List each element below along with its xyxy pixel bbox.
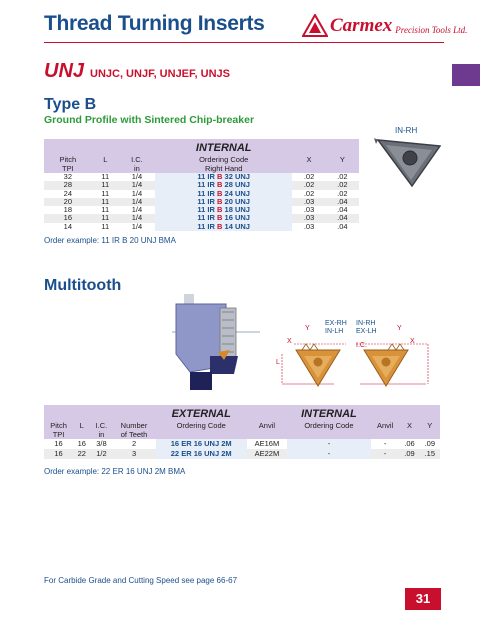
label-in-rh: IN-RH xyxy=(356,320,376,327)
cell-l: 11 xyxy=(92,214,119,222)
cell-x: .02 xyxy=(303,188,315,198)
cell-pitch: 16 xyxy=(54,439,63,448)
cell-y: .04 xyxy=(326,214,359,222)
cell-ic: 1/2 xyxy=(90,449,112,459)
cell-ic: 1/4 xyxy=(131,188,143,198)
label-ex-rh: EX-RH xyxy=(325,320,347,327)
cell-ext-anvil: AE16M xyxy=(254,439,280,448)
table-row xyxy=(44,449,440,459)
brand-subtitle: Precision Tools Ltd. xyxy=(395,25,468,35)
footer-note: For Carbide Grade and Cutting Speed see page 66-67 xyxy=(44,576,238,585)
code-type: B xyxy=(217,188,223,198)
cell-l: 11 xyxy=(101,172,110,181)
label-ex-lh: EX-LH xyxy=(356,328,377,335)
col-ic: I.C. xyxy=(131,155,143,164)
label-x-left: X xyxy=(287,338,292,345)
code-type: B xyxy=(217,221,223,231)
internal-section-label-2: INTERNAL xyxy=(301,408,357,420)
cell-l: 11 xyxy=(92,198,119,206)
multitooth-title: Multitooth xyxy=(44,277,122,294)
col-code-sub: Right Hand xyxy=(204,164,243,173)
table-row xyxy=(44,439,440,449)
insert-dimension-diagram xyxy=(268,314,440,388)
mt-col-pitch-unit: TPI xyxy=(52,430,65,439)
cell-x: .03 xyxy=(303,205,315,215)
cell-pitch: 28 xyxy=(44,181,92,189)
cell-int-code: - xyxy=(287,439,371,449)
cell-ext-anvil: AE22M xyxy=(247,449,287,459)
insert-image-label: IN-RH xyxy=(395,126,418,135)
mt-col-x: X xyxy=(406,421,412,430)
page-number: 31 xyxy=(405,588,441,610)
cell-pitch: 18 xyxy=(63,205,73,215)
cell-pitch: 14 xyxy=(63,221,73,231)
internal-section-label: INTERNAL xyxy=(195,142,252,154)
mt-col-ic-unit: in xyxy=(98,430,105,439)
col-pitch-unit: TPI xyxy=(62,164,74,173)
label-l: L xyxy=(276,359,280,366)
mt-col-teeth-sub: of Teeth xyxy=(120,430,148,439)
code-type: B xyxy=(217,196,223,206)
cell-teeth: 3 xyxy=(112,449,155,459)
code-prefix: 11 IR xyxy=(197,188,218,198)
col-y: Y xyxy=(339,155,345,164)
col-x: X xyxy=(306,155,312,164)
cell-x: .02 xyxy=(292,181,325,189)
code-type: B xyxy=(217,205,223,215)
cell-x: .09 xyxy=(399,449,419,459)
page-title: Thread Turning Inserts xyxy=(44,12,265,35)
cell-int-code: - xyxy=(287,449,371,459)
cell-x: .03 xyxy=(292,214,325,222)
code-suffix: 18 UNJ xyxy=(222,205,250,215)
mt-col-teeth: Number xyxy=(120,421,148,430)
mt-col-pitch: Pitch xyxy=(50,421,67,430)
cell-l: 22 xyxy=(73,449,90,459)
code-suffix: 24 UNJ xyxy=(222,188,250,198)
code-suffix: 20 UNJ xyxy=(222,196,250,206)
mt-col-int-code: Ordering Code xyxy=(304,421,354,430)
cell-y: .09 xyxy=(424,439,436,448)
thread-standard-title: UNJ xyxy=(44,60,85,82)
brand-name: Carmex xyxy=(330,15,393,36)
cell-y: .02 xyxy=(337,188,348,198)
cell-pitch: 16 xyxy=(44,214,92,222)
cell-y: .04 xyxy=(326,198,359,206)
header-divider xyxy=(44,42,444,43)
cell-y: .02 xyxy=(326,181,359,189)
multitooth-order-example: Order example: 22 ER 16 UNJ 2M BMA xyxy=(44,467,186,476)
cell-ext-code: 16 ER 16 UNJ 2M xyxy=(156,439,247,449)
cell-ext-code: 22 ER 16 UNJ 2M xyxy=(156,449,247,459)
code-suffix: 28 UNJ xyxy=(222,180,250,190)
code-type: B xyxy=(217,172,223,181)
type-b-table xyxy=(44,139,359,231)
brand-logo xyxy=(302,14,467,38)
cell-l: 16 xyxy=(77,439,86,448)
cell-ic: 1/4 xyxy=(131,172,143,181)
cell-ordering-code xyxy=(155,223,292,231)
multitooth-table xyxy=(44,405,440,459)
cell-teeth: 2 xyxy=(131,439,137,448)
cell-y: .15 xyxy=(420,449,440,459)
table-row xyxy=(44,223,359,231)
carmex-logo-icon xyxy=(302,14,328,38)
type-b-order-example: Order example: 11 IR B 20 UNJ BMA xyxy=(44,236,176,245)
label-x-right: X xyxy=(410,338,415,345)
cell-x: .03 xyxy=(292,198,325,206)
external-section-label: EXTERNAL xyxy=(171,408,231,420)
cell-ic: 1/4 xyxy=(119,181,155,189)
cell-int-anvil: - xyxy=(371,449,399,459)
cell-ic: 1/4 xyxy=(119,198,155,206)
cell-l: 11 xyxy=(101,205,110,215)
cell-x: .02 xyxy=(303,172,315,181)
cell-ic: 1/4 xyxy=(131,205,143,215)
type-b-subtitle: Ground Profile with Sintered Chip-breaker xyxy=(44,114,255,126)
cell-pitch: 16 xyxy=(44,449,73,459)
cell-ic: 1/4 xyxy=(131,221,143,231)
cell-l: 11 xyxy=(101,221,110,231)
mt-col-ext-code: Ordering Code xyxy=(176,421,226,430)
cell-int-anvil: - xyxy=(383,439,387,448)
cell-x: .06 xyxy=(404,439,415,448)
cell-ic: 3/8 xyxy=(96,439,107,448)
mt-col-l: L xyxy=(79,421,84,430)
section-tab-marker xyxy=(452,64,480,86)
cell-pitch: 32 xyxy=(63,172,73,181)
code-prefix: 11 IR xyxy=(197,180,218,190)
type-b-title: Type B xyxy=(44,96,97,113)
code-type: B xyxy=(217,180,223,190)
mt-col-ext-anvil: Anvil xyxy=(258,421,276,430)
code-type: B xyxy=(217,213,223,223)
code-suffix: 14 UNJ xyxy=(222,221,250,231)
cell-pitch: 24 xyxy=(63,188,73,198)
mt-col-int-anvil: Anvil xyxy=(376,421,394,430)
thread-variants: UNJC, UNJF, UNJEF, UNJS xyxy=(90,68,230,80)
cell-y: .04 xyxy=(337,205,348,215)
cell-l: 11 xyxy=(92,181,119,189)
cell-l: 11 xyxy=(101,188,110,198)
mt-col-ic: I.C. xyxy=(95,421,108,430)
code-suffix: 16 UNJ xyxy=(222,213,250,223)
cell-y: .04 xyxy=(337,221,348,231)
code-prefix: 11 IR xyxy=(197,196,218,206)
code-prefix: 11 IR xyxy=(197,221,218,231)
code-suffix: 32 UNJ xyxy=(222,172,250,181)
cell-ic: 1/4 xyxy=(119,214,155,222)
label-y-left: Y xyxy=(305,325,310,332)
col-l: L xyxy=(103,155,108,164)
code-prefix: 11 IR xyxy=(197,172,218,181)
mt-col-y: Y xyxy=(427,421,433,430)
code-prefix: 11 IR xyxy=(197,213,218,223)
col-pitch: Pitch xyxy=(59,155,77,164)
label-y-right: Y xyxy=(397,325,402,332)
label-in-lh: IN-LH xyxy=(325,328,344,335)
col-code: Ordering Code xyxy=(199,155,249,164)
code-prefix: 11 IR xyxy=(197,205,218,215)
cell-pitch: 20 xyxy=(44,198,92,206)
label-ic: I.C. xyxy=(356,342,367,349)
col-ic-unit: in xyxy=(134,164,140,173)
cell-x: .03 xyxy=(303,221,315,231)
tool-holder-image xyxy=(150,294,260,394)
insert-in-rh-image xyxy=(372,136,444,188)
cell-y: .02 xyxy=(337,172,348,181)
